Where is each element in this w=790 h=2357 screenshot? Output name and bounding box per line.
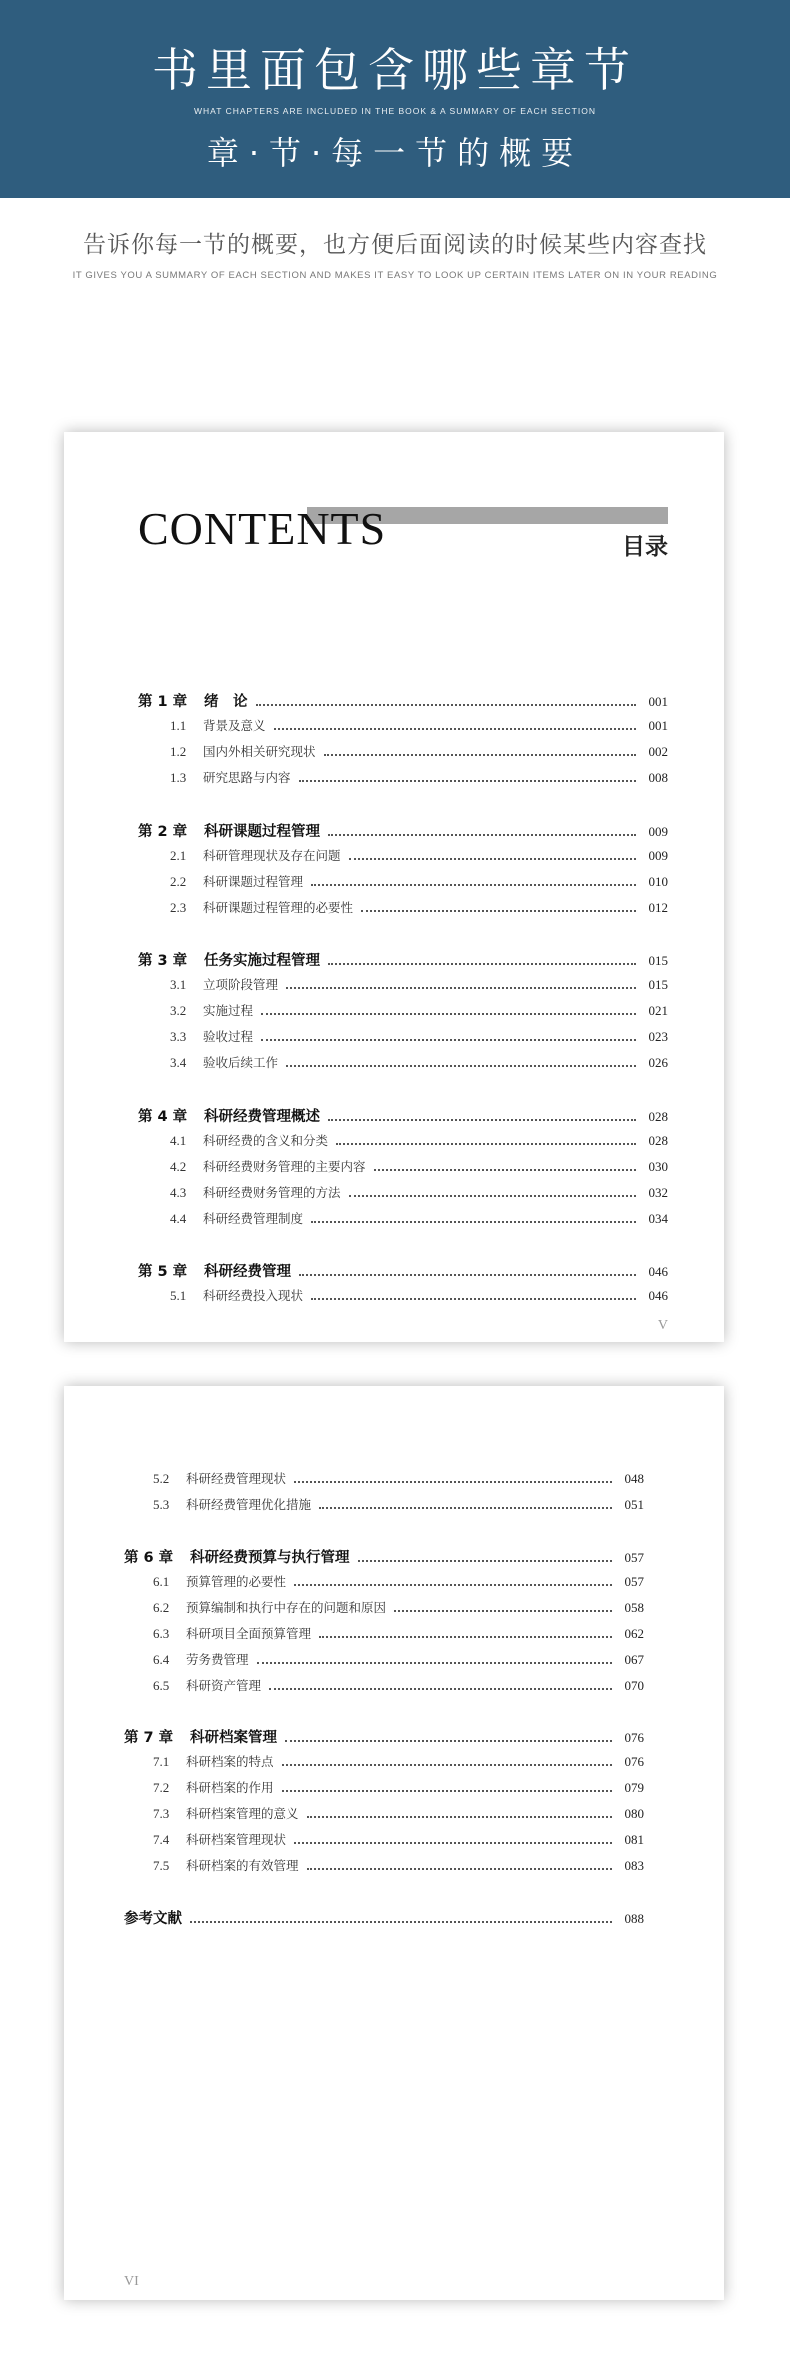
toc-section-row[interactable] [153, 1778, 644, 1798]
chapter-number: 第 3 章 [138, 953, 188, 969]
section-number: 1.1 [170, 718, 187, 733]
section-title: 科研经费财务管理的方法 [203, 1185, 341, 1200]
toc-section-row[interactable] [170, 1209, 668, 1229]
section-title: 实施过程 [203, 1003, 254, 1018]
dot-leader [349, 1195, 636, 1197]
banner-title: 书里面包含哪些章节 [152, 43, 638, 97]
section-title: 科研档案的作用 [186, 1780, 274, 1795]
toc-section-row[interactable] [153, 1856, 644, 1876]
dot-leader [361, 910, 636, 912]
toc-section-row[interactable] [170, 1001, 668, 1021]
page-number: 026 [648, 1055, 668, 1070]
toc-entry-label [153, 1469, 286, 1487]
toc-entry-label [170, 742, 316, 760]
toc-chapter-row[interactable] [124, 1726, 644, 1746]
section-title: 研究思路与内容 [203, 770, 291, 785]
section-title: 科研课题过程管理的必要性 [203, 900, 354, 915]
toc-entry-label [170, 1053, 278, 1071]
section-number: 2.1 [170, 848, 187, 863]
toc-entry-label [170, 1027, 253, 1045]
section-number: 5.3 [153, 1497, 170, 1512]
toc-section-row[interactable] [170, 846, 668, 866]
toc-entry-label [170, 846, 341, 864]
section-title: 科研管理现状及存在问题 [203, 848, 341, 863]
mulu-heading: 目录 [622, 534, 668, 560]
section-title: 科研经费管理现状 [186, 1471, 287, 1486]
toc-entry-label [170, 1131, 328, 1149]
toc-section-row[interactable] [170, 716, 668, 736]
chapter-title: 绪 论 [204, 694, 248, 710]
dot-leader [294, 1481, 612, 1483]
dot-leader [328, 963, 636, 965]
dot-leader [285, 1740, 612, 1742]
toc-entry-label [124, 1907, 182, 1928]
intro-text-en: IT GIVES YOU A SUMMARY OF EACH SECTION AND MAKES IT EASY TO LOOK UP CERTAIN ITEMS LATER ON IN YOUR READING [72, 270, 718, 281]
toc-entry-label [170, 975, 278, 993]
toc-section-row[interactable] [170, 1131, 668, 1151]
page-number: 046 [648, 1264, 668, 1279]
dot-leader [299, 780, 636, 782]
toc-chapter-row[interactable] [124, 1907, 644, 1927]
toc-section-row[interactable] [153, 1752, 644, 1772]
section-number: 3.1 [170, 977, 187, 992]
section-title: 科研档案管理的意义 [186, 1806, 299, 1821]
section-number: 6.5 [153, 1678, 170, 1693]
section-number: 7.1 [153, 1754, 170, 1769]
toc-entry-label [153, 1650, 249, 1668]
section-title: 科研课题过程管理 [203, 874, 304, 889]
section-title: 验收过程 [203, 1029, 254, 1044]
dot-leader [328, 1119, 636, 1121]
toc-section-row[interactable] [170, 768, 668, 788]
section-title: 科研资产管理 [186, 1678, 262, 1693]
toc-entry-label [170, 1157, 366, 1175]
chapter-number: 第 1 章 [138, 694, 188, 710]
dot-leader [286, 1065, 636, 1067]
section-number: 2.2 [170, 874, 187, 889]
dot-leader [261, 1013, 636, 1015]
header-banner [0, 0, 790, 198]
page-number: 080 [624, 1806, 644, 1821]
toc-entry-label [138, 820, 320, 841]
page-number: 062 [624, 1626, 644, 1641]
page-number: 034 [648, 1211, 668, 1226]
dot-leader [294, 1842, 612, 1844]
toc-entry-label [170, 1286, 303, 1304]
dot-leader [282, 1764, 612, 1766]
chapter-title: 科研课题过程管理 [204, 824, 320, 840]
toc-chapter-row[interactable] [138, 690, 668, 710]
section-number: 2.3 [170, 900, 187, 915]
dot-leader [374, 1169, 636, 1171]
dot-leader [324, 754, 636, 756]
section-number: 1.3 [170, 770, 187, 785]
section-number: 6.4 [153, 1652, 170, 1667]
page-number: 081 [624, 1832, 644, 1847]
toc-section-row[interactable] [153, 1624, 644, 1644]
section-number: 3.3 [170, 1029, 187, 1044]
page-number: 009 [648, 824, 668, 839]
section-title: 预算管理的必要性 [186, 1574, 287, 1589]
section-number: 6.1 [153, 1574, 170, 1589]
dot-leader [336, 1143, 636, 1145]
dot-leader [299, 1274, 636, 1276]
page-number: 002 [648, 744, 668, 759]
banner-subtitle-en: WHAT CHAPTERS ARE INCLUDED IN THE BOOK & A SUMMARY OF EACH SECTION [194, 106, 596, 116]
toc-entry-label [170, 1001, 253, 1019]
dot-leader [256, 704, 637, 706]
toc-section-row[interactable] [170, 975, 668, 995]
toc-entry-label [153, 1778, 274, 1796]
toc-entry-label [138, 949, 320, 970]
section-title: 科研经费管理优化措施 [186, 1497, 312, 1512]
section-number: 1.2 [170, 744, 187, 759]
toc-section-row[interactable] [153, 1830, 644, 1850]
toc-chapter-row[interactable] [138, 1260, 668, 1280]
toc-entry-label [170, 768, 291, 786]
toc-chapter-row[interactable] [124, 1546, 644, 1566]
toc-entry-label [170, 898, 353, 916]
page-number: 023 [648, 1029, 668, 1044]
toc-entry-label [170, 716, 266, 734]
dot-leader [257, 1662, 612, 1664]
toc-entry-label [170, 1183, 341, 1201]
page-number: 010 [648, 874, 668, 889]
toc-entry-label [153, 1856, 299, 1874]
toc-entry-label [138, 690, 248, 711]
section-title: 劳务费管理 [186, 1652, 249, 1667]
section-number: 7.3 [153, 1806, 170, 1821]
toc-entry-label [138, 1105, 320, 1126]
toc-section-row[interactable] [153, 1650, 644, 1670]
dot-leader [190, 1921, 612, 1923]
toc-page-2 [64, 1386, 724, 2300]
page-folio: V [657, 1318, 668, 1333]
toc-entry-label [124, 1726, 277, 1747]
section-number: 5.1 [170, 1288, 187, 1303]
dot-leader [311, 1298, 636, 1300]
page-number: 046 [648, 1288, 668, 1303]
toc-section-row[interactable] [170, 1053, 668, 1073]
intro-text-cn: 告诉你每一节的概要，也方便后面阅读的时候某些内容查找 [83, 232, 707, 258]
dot-leader [328, 834, 636, 836]
contents-heading: CONTENTS [138, 503, 387, 554]
section-number: 3.2 [170, 1003, 187, 1018]
page-number: 076 [624, 1730, 644, 1745]
toc-entry-label [153, 1752, 274, 1770]
page-number: 015 [648, 977, 668, 992]
chapter-title: 科研经费预算与执行管理 [190, 1550, 350, 1566]
dot-leader [311, 884, 636, 886]
toc-entry-label [170, 872, 303, 890]
toc-section-row[interactable] [153, 1495, 644, 1515]
section-number: 7.4 [153, 1832, 170, 1847]
dot-leader [261, 1039, 636, 1041]
toc-section-row[interactable] [153, 1572, 644, 1592]
section-number: 4.4 [170, 1211, 187, 1226]
toc-entry-label [153, 1804, 299, 1822]
page-number: 070 [624, 1678, 644, 1693]
toc-section-row[interactable] [153, 1804, 644, 1824]
toc-section-row[interactable] [153, 1676, 644, 1696]
dot-leader [294, 1584, 612, 1586]
toc-section-row[interactable] [170, 872, 668, 892]
dot-leader [349, 858, 636, 860]
toc-section-row[interactable] [170, 898, 668, 918]
section-title: 科研档案的有效管理 [186, 1858, 299, 1873]
section-title: 科研项目全面预算管理 [186, 1626, 312, 1641]
page-number: 001 [648, 718, 668, 733]
section-number: 4.3 [170, 1185, 187, 1200]
page-number: 079 [624, 1780, 644, 1795]
chapter-number: 第 6 章 [124, 1550, 174, 1566]
dot-leader [274, 728, 636, 730]
page-number: 076 [624, 1754, 644, 1769]
dot-leader [307, 1816, 612, 1818]
toc-entry-label [170, 1209, 303, 1227]
toc-section-row[interactable] [170, 1027, 668, 1047]
dot-leader [269, 1688, 612, 1690]
section-number: 3.4 [170, 1055, 187, 1070]
dot-leader [311, 1221, 636, 1223]
page-number: 030 [648, 1159, 668, 1174]
chapter-number: 第 4 章 [138, 1109, 188, 1125]
toc-chapter-row[interactable] [138, 949, 668, 969]
page-folio: VI [124, 2274, 139, 2289]
page-number: 051 [624, 1497, 644, 1512]
page-number: 012 [648, 900, 668, 915]
toc-section-row[interactable] [153, 1598, 644, 1618]
toc-chapter-row[interactable] [138, 1105, 668, 1125]
toc-entry-label [153, 1830, 286, 1848]
page-number: 057 [624, 1574, 644, 1589]
section-number: 5.2 [153, 1471, 170, 1486]
section-title: 科研经费财务管理的主要内容 [203, 1159, 366, 1174]
dot-leader [394, 1610, 612, 1612]
toc-entry-label [153, 1495, 311, 1513]
page-number: 088 [624, 1911, 644, 1926]
chapter-number: 第 2 章 [138, 824, 188, 840]
toc-entry-label [153, 1572, 286, 1590]
section-title: 科研经费管理制度 [203, 1211, 304, 1226]
toc-section-row[interactable] [170, 742, 668, 762]
dot-leader [282, 1790, 612, 1792]
page-number: 001 [648, 694, 668, 709]
page-number: 021 [648, 1003, 668, 1018]
page-number: 028 [648, 1109, 668, 1124]
toc-entry-label [153, 1624, 311, 1642]
chapter-number: 第 5 章 [138, 1264, 188, 1280]
toc-chapter-row[interactable] [138, 820, 668, 840]
dot-leader [358, 1560, 613, 1562]
section-title: 验收后续工作 [203, 1055, 279, 1070]
section-title: 背景及意义 [203, 718, 266, 733]
dot-leader [307, 1868, 612, 1870]
chapter-number: 第 7 章 [124, 1730, 174, 1746]
page-number: 009 [648, 848, 668, 863]
toc-section-row[interactable] [153, 1469, 644, 1489]
page-number: 067 [624, 1652, 644, 1667]
toc-entry-label [124, 1546, 350, 1567]
page-number: 028 [648, 1133, 668, 1148]
toc-section-row[interactable] [170, 1183, 668, 1203]
section-number: 4.2 [170, 1159, 187, 1174]
chapter-title: 参考文献 [124, 1911, 182, 1927]
chapter-title: 科研档案管理 [190, 1730, 277, 1746]
dot-leader [319, 1636, 612, 1638]
toc-entry-label [153, 1598, 386, 1616]
section-title: 立项阶段管理 [203, 977, 279, 992]
section-title: 预算编制和执行中存在的问题和原因 [186, 1600, 387, 1615]
section-number: 4.1 [170, 1133, 187, 1148]
chapter-title: 科研经费管理 [204, 1264, 291, 1280]
section-title: 国内外相关研究现状 [203, 744, 316, 759]
section-number: 7.2 [153, 1780, 170, 1795]
banner-subtitle-cn: 章·节·每一节的概要 [206, 134, 584, 172]
page-number: 032 [648, 1185, 668, 1200]
page-number: 058 [624, 1600, 644, 1615]
page-number: 057 [624, 1550, 644, 1565]
section-title: 科研经费投入现状 [203, 1288, 304, 1303]
toc-page-1 [64, 432, 724, 1342]
section-title: 科研经费的含义和分类 [203, 1133, 329, 1148]
page-number: 008 [648, 770, 668, 785]
page-number: 048 [624, 1471, 644, 1486]
toc-entry-label [153, 1676, 261, 1694]
section-title: 科研档案管理现状 [186, 1832, 287, 1847]
dot-leader [319, 1507, 612, 1509]
section-number: 6.3 [153, 1626, 170, 1641]
chapter-title: 科研经费管理概述 [204, 1109, 320, 1125]
toc-section-row[interactable] [170, 1286, 668, 1306]
section-number: 6.2 [153, 1600, 170, 1615]
toc-entry-label [138, 1260, 291, 1281]
section-title: 科研档案的特点 [186, 1754, 274, 1769]
page-number: 015 [648, 953, 668, 968]
section-number: 7.5 [153, 1858, 170, 1873]
toc-section-row[interactable] [170, 1157, 668, 1177]
dot-leader [286, 987, 636, 989]
page-number: 083 [624, 1858, 644, 1873]
chapter-title: 任务实施过程管理 [204, 953, 320, 969]
